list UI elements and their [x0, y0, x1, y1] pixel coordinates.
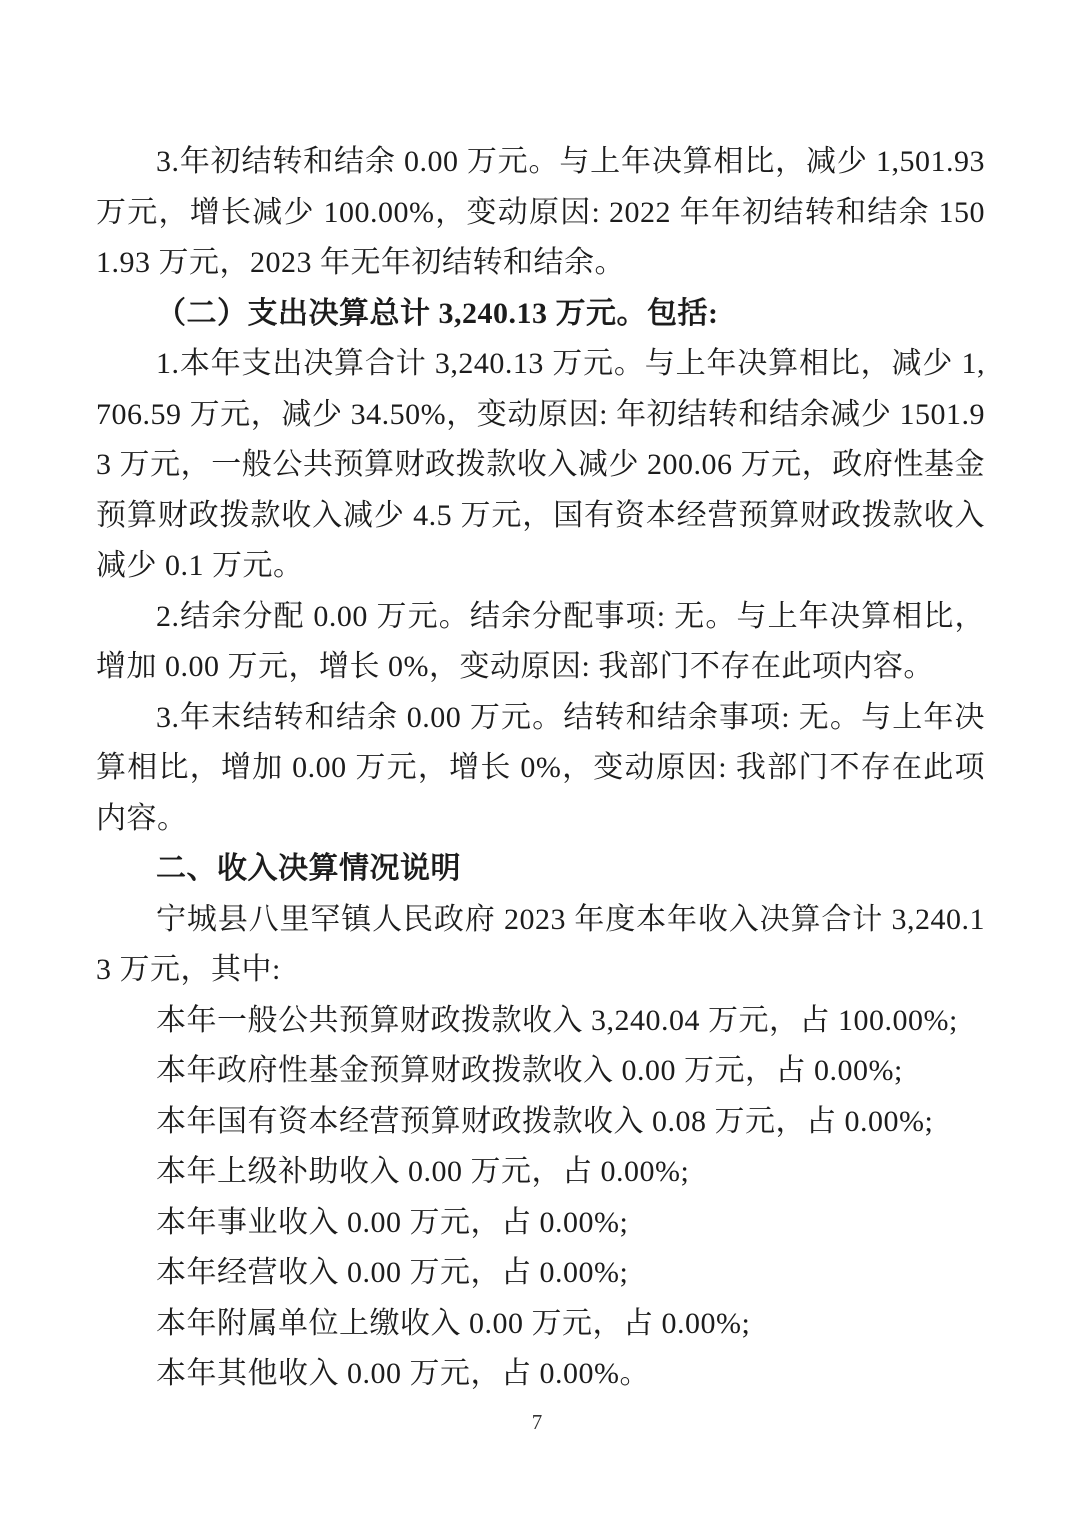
paragraph-revenue-institutional: 本年事业收入 0.00 万元，占 0.00%; — [156, 1205, 629, 1239]
paragraph-revenue-other: 本年其他收入 0.00 万元，占 0.00%。 — [156, 1357, 650, 1390]
section-heading-revenue-explanation: 二、收入决算情况说明 — [156, 852, 461, 885]
paragraph-revenue-subordinate-units: 本年附属单位上缴收入 0.00 万元，占 0.00%; — [156, 1306, 751, 1340]
page-number: 7 — [531, 1410, 543, 1434]
paragraph-revenue-general-budget: 本年一般公共预算财政拨款收入 3,240.04 万元，占 100.00%; — [156, 1003, 958, 1037]
paragraph-carryover-end-year: 3.年末结转和结余 0.00 万元。结转和结余事项: 无。与上年决算相比，增加 0.00 万元，增长 0%，变动原因: 我部门不存在此项内容。 — [96, 700, 985, 835]
paragraph-revenue-gov-fund: 本年政府性基金预算财政拨款收入 0.00 万元，占 0.00%; — [156, 1054, 903, 1087]
paragraph-carryover-begin-year: 3.年初结转和结余 0.00 万元。与上年决算相比，减少 1,501.93 万元，增长减少 100.00%，变动原因: 2022 年年初结转和结余 1501.93 万元，2023 年无年初结转和结余。 — [96, 145, 985, 279]
document-content — [96, 137, 985, 1400]
paragraph-expenditure-detail: 1.本年支出决算合计 3,240.13 万元。与上年决算相比，减少 1,706.59 万元，减少 34.50%，变动原因: 年初结转和结余减少 1501.93 万元，一般公共预算财政拨款收入减少 200.06 万元，政府性基金预算财政拨款收入减少 4.5 万元，国有资本经营预算财政拨款收入减少 0.1 万元。 — [96, 347, 985, 582]
paragraph-surplus-distribution: 2.结余分配 0.00 万元。结余分配事项: 无。与上年决算相比，增加 0.00 万元，增长 0%，变动原因: 我部门不存在此项内容。 — [96, 599, 985, 683]
paragraph-revenue-total: 宁城县八里罕镇人民政府 2023 年度本年收入决算合计 3,240.13 万元，其中: — [96, 902, 985, 986]
paragraph-revenue-operating: 本年经营收入 0.00 万元，占 0.00%; — [156, 1256, 629, 1289]
section-heading-expenditure-total: （二）支出决算总计 3,240.13 万元。包括: — [156, 296, 719, 330]
paragraph-revenue-state-capital: 本年国有资本经营预算财政拨款收入 0.08 万元，占 0.00%; — [156, 1104, 934, 1138]
paragraph-revenue-superior-subsidy: 本年上级补助收入 0.00 万元，占 0.00%; — [156, 1155, 690, 1188]
